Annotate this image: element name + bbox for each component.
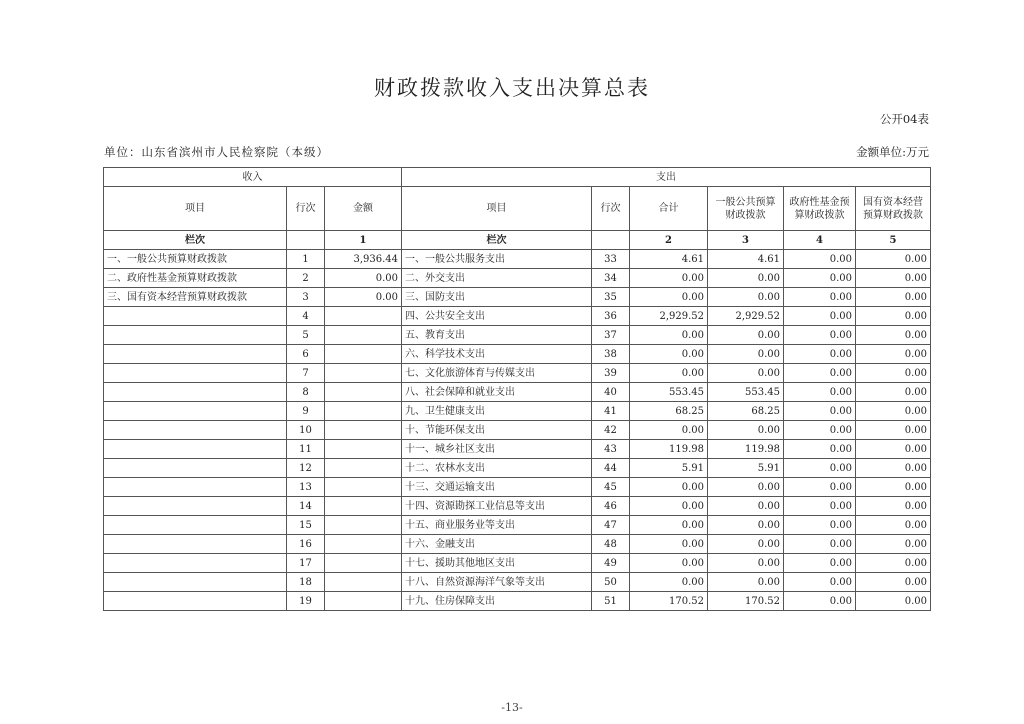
gov-fund-header: 政府性基金预算财政拨款 [784, 187, 856, 231]
income-amount: 0.00 [325, 288, 402, 307]
state-capital-amount: 0.00 [856, 573, 931, 592]
expense-row-number: 47 [592, 516, 630, 535]
general-budget-header: 一般公共预算财政拨款 [708, 187, 784, 231]
income-item: 三、国有资本经营预算财政拨款 [104, 288, 287, 307]
income-row-number: 19 [287, 592, 325, 611]
income-row-number: 13 [287, 478, 325, 497]
income-amount [325, 307, 402, 326]
table-row [104, 592, 931, 611]
gov-fund-amount: 0.00 [784, 592, 856, 611]
expense-row-number: 39 [592, 364, 630, 383]
expense-row-number: 44 [592, 459, 630, 478]
expense-item: 十、节能环保支出 [402, 421, 592, 440]
expense-row-number: 49 [592, 554, 630, 573]
gov-fund-amount: 0.00 [784, 364, 856, 383]
income-item [104, 402, 287, 421]
column-index-row [104, 231, 931, 250]
total-amount: 0.00 [630, 478, 708, 497]
income-amount [325, 516, 402, 535]
income-amount [325, 364, 402, 383]
general-budget-amount: 0.00 [708, 345, 784, 364]
income-amount [325, 497, 402, 516]
income-item [104, 364, 287, 383]
state-capital-amount: 0.00 [856, 554, 931, 573]
income-item [104, 573, 287, 592]
income-row-number: 18 [287, 573, 325, 592]
general-budget-amount: 0.00 [708, 288, 784, 307]
state-capital-amount: 0.00 [856, 421, 931, 440]
table-row [104, 288, 931, 307]
expense-row-number: 50 [592, 573, 630, 592]
income-amount [325, 440, 402, 459]
income-row-number: 15 [287, 516, 325, 535]
table-row [104, 364, 931, 383]
income-rowno-header: 行次 [287, 187, 325, 231]
income-section-header: 收入 [104, 168, 402, 187]
general-budget-amount: 0.00 [708, 478, 784, 497]
general-budget-amount: 170.52 [708, 592, 784, 611]
column-label: 栏次 [402, 231, 592, 250]
gov-fund-amount: 0.00 [784, 478, 856, 497]
header-row-sections [104, 168, 931, 187]
state-capital-amount: 0.00 [856, 402, 931, 421]
income-amount: 3,936.44 [325, 250, 402, 269]
total-amount: 170.52 [630, 592, 708, 611]
page-number: -13- [501, 701, 523, 714]
income-amount [325, 573, 402, 592]
income-item [104, 592, 287, 611]
income-item-header: 项目 [104, 187, 287, 231]
expense-item: 五、教育支出 [402, 326, 592, 345]
total-amount: 68.25 [630, 402, 708, 421]
reporting-unit: 单位：山东省滨州市人民检察院（本级） [104, 145, 329, 159]
state-capital-amount: 0.00 [856, 326, 931, 345]
total-amount: 2,929.52 [630, 307, 708, 326]
table-row [104, 478, 931, 497]
expense-item: 二、外交支出 [402, 269, 592, 288]
general-budget-amount: 0.00 [708, 573, 784, 592]
income-row-number: 17 [287, 554, 325, 573]
income-item [104, 516, 287, 535]
general-budget-amount: 119.98 [708, 440, 784, 459]
state-capital-amount: 0.00 [856, 364, 931, 383]
expense-item: 三、国防支出 [402, 288, 592, 307]
gov-fund-amount: 0.00 [784, 288, 856, 307]
column-index: 5 [856, 231, 931, 250]
financial-table [103, 167, 931, 611]
general-budget-amount: 68.25 [708, 402, 784, 421]
general-budget-amount: 0.00 [708, 554, 784, 573]
expense-item: 十六、金融支出 [402, 535, 592, 554]
income-item [104, 440, 287, 459]
table-row [104, 383, 931, 402]
column-index: 2 [630, 231, 708, 250]
expense-row-number: 37 [592, 326, 630, 345]
income-row-number: 5 [287, 326, 325, 345]
general-budget-amount: 553.45 [708, 383, 784, 402]
income-row-number: 14 [287, 497, 325, 516]
gov-fund-amount: 0.00 [784, 250, 856, 269]
state-capital-amount: 0.00 [856, 516, 931, 535]
expense-row-number: 51 [592, 592, 630, 611]
expense-rowno-header: 行次 [592, 187, 630, 231]
state-capital-amount: 0.00 [856, 269, 931, 288]
income-row-number: 8 [287, 383, 325, 402]
state-capital-amount: 0.00 [856, 459, 931, 478]
expense-row-number: 43 [592, 440, 630, 459]
total-amount: 0.00 [630, 345, 708, 364]
total-amount: 0.00 [630, 497, 708, 516]
table-row [104, 554, 931, 573]
expense-item: 一、一般公共服务支出 [402, 250, 592, 269]
income-amount [325, 478, 402, 497]
income-amount [325, 383, 402, 402]
general-budget-amount: 0.00 [708, 421, 784, 440]
general-budget-amount: 2,929.52 [708, 307, 784, 326]
column-index: 4 [784, 231, 856, 250]
income-row-number: 3 [287, 288, 325, 307]
table-row [104, 573, 931, 592]
expense-item: 十四、资源勘探工业信息等支出 [402, 497, 592, 516]
income-row-number: 10 [287, 421, 325, 440]
page-title: 财政拨款收入支出决算总表 [374, 76, 650, 100]
income-item: 一、一般公共预算财政拨款 [104, 250, 287, 269]
state-capital-amount: 0.00 [856, 288, 931, 307]
income-row-number: 16 [287, 535, 325, 554]
state-capital-amount: 0.00 [856, 478, 931, 497]
expense-item-header: 项目 [402, 187, 592, 231]
total-amount: 0.00 [630, 516, 708, 535]
income-row-number: 9 [287, 402, 325, 421]
expense-row-number: 33 [592, 250, 630, 269]
income-row-number: 6 [287, 345, 325, 364]
income-item [104, 497, 287, 516]
income-row-number: 7 [287, 364, 325, 383]
general-budget-amount: 4.61 [708, 250, 784, 269]
gov-fund-amount: 0.00 [784, 516, 856, 535]
form-number: 公开04表 [879, 112, 929, 126]
gov-fund-amount: 0.00 [784, 383, 856, 402]
total-amount: 0.00 [630, 364, 708, 383]
table-row [104, 345, 931, 364]
table-row [104, 307, 931, 326]
total-amount: 0.00 [630, 573, 708, 592]
state-capital-amount: 0.00 [856, 345, 931, 364]
income-amount [325, 554, 402, 573]
expense-item: 十八、自然资源海洋气象等支出 [402, 573, 592, 592]
gov-fund-amount: 0.00 [784, 497, 856, 516]
state-capital-amount: 0.00 [856, 497, 931, 516]
expense-item: 十二、农林水支出 [402, 459, 592, 478]
state-capital-amount: 0.00 [856, 535, 931, 554]
gov-fund-amount: 0.00 [784, 535, 856, 554]
income-amount [325, 535, 402, 554]
expense-row-number: 45 [592, 478, 630, 497]
expense-item: 八、社会保障和就业支出 [402, 383, 592, 402]
expense-row-number: 42 [592, 421, 630, 440]
expense-row-number: 34 [592, 269, 630, 288]
total-amount: 0.00 [630, 326, 708, 345]
expense-row-number: 41 [592, 402, 630, 421]
general-budget-amount: 0.00 [708, 364, 784, 383]
expense-section-header: 支出 [402, 168, 931, 187]
expense-item: 七、文化旅游体育与传媒支出 [402, 364, 592, 383]
income-row-number: 11 [287, 440, 325, 459]
expense-item: 四、公共安全支出 [402, 307, 592, 326]
expense-item: 十九、住房保障支出 [402, 592, 592, 611]
expense-item: 十七、援助其他地区支出 [402, 554, 592, 573]
total-amount: 4.61 [630, 250, 708, 269]
table-row [104, 402, 931, 421]
income-item [104, 554, 287, 573]
expense-item: 十三、交通运输支出 [402, 478, 592, 497]
income-row-number: 4 [287, 307, 325, 326]
income-item [104, 478, 287, 497]
income-amount: 0.00 [325, 269, 402, 288]
total-amount: 0.00 [630, 535, 708, 554]
gov-fund-amount: 0.00 [784, 326, 856, 345]
income-item [104, 459, 287, 478]
gov-fund-amount: 0.00 [784, 554, 856, 573]
expense-row-number: 48 [592, 535, 630, 554]
gov-fund-amount: 0.00 [784, 440, 856, 459]
state-capital-amount: 0.00 [856, 440, 931, 459]
table-row [104, 497, 931, 516]
gov-fund-amount: 0.00 [784, 402, 856, 421]
total-amount: 553.45 [630, 383, 708, 402]
income-amount [325, 402, 402, 421]
income-row-number: 1 [287, 250, 325, 269]
table-row [104, 326, 931, 345]
total-amount: 0.00 [630, 269, 708, 288]
state-capital-header: 国有资本经营预算财政拨款 [856, 187, 931, 231]
general-budget-amount: 0.00 [708, 269, 784, 288]
expense-row-number: 46 [592, 497, 630, 516]
expense-item: 十五、商业服务业等支出 [402, 516, 592, 535]
total-amount: 0.00 [630, 554, 708, 573]
income-amount [325, 421, 402, 440]
state-capital-amount: 0.00 [856, 307, 931, 326]
table-row [104, 440, 931, 459]
table-row [104, 269, 931, 288]
income-amount [325, 459, 402, 478]
total-amount: 119.98 [630, 440, 708, 459]
income-item [104, 345, 287, 364]
table-row [104, 421, 931, 440]
total-header: 合计 [630, 187, 708, 231]
gov-fund-amount: 0.00 [784, 421, 856, 440]
income-amount [325, 345, 402, 364]
total-amount: 5.91 [630, 459, 708, 478]
column-index: 1 [325, 231, 402, 250]
state-capital-amount: 0.00 [856, 383, 931, 402]
general-budget-amount: 0.00 [708, 535, 784, 554]
expense-row-number: 38 [592, 345, 630, 364]
gov-fund-amount: 0.00 [784, 307, 856, 326]
table-row [104, 535, 931, 554]
general-budget-amount: 0.00 [708, 326, 784, 345]
column-index: 3 [708, 231, 784, 250]
general-budget-amount: 0.00 [708, 497, 784, 516]
total-amount: 0.00 [630, 421, 708, 440]
income-amount-header: 金额 [325, 187, 402, 231]
expense-item: 十一、城乡社区支出 [402, 440, 592, 459]
income-amount [325, 592, 402, 611]
table-row [104, 459, 931, 478]
table-row [104, 250, 931, 269]
column-label: 栏次 [104, 231, 287, 250]
income-amount [325, 326, 402, 345]
expense-item: 六、科学技术支出 [402, 345, 592, 364]
gov-fund-amount: 0.00 [784, 459, 856, 478]
header-row-columns [104, 187, 931, 231]
state-capital-amount: 0.00 [856, 250, 931, 269]
gov-fund-amount: 0.00 [784, 573, 856, 592]
income-item [104, 535, 287, 554]
income-item [104, 421, 287, 440]
general-budget-amount: 5.91 [708, 459, 784, 478]
income-item [104, 326, 287, 345]
income-item [104, 307, 287, 326]
income-item: 二、政府性基金预算财政拨款 [104, 269, 287, 288]
income-row-number: 12 [287, 459, 325, 478]
gov-fund-amount: 0.00 [784, 269, 856, 288]
total-amount: 0.00 [630, 288, 708, 307]
expense-row-number: 36 [592, 307, 630, 326]
expense-row-number: 40 [592, 383, 630, 402]
expense-row-number: 35 [592, 288, 630, 307]
income-item [104, 383, 287, 402]
money-unit: 金额单位:万元 [856, 145, 929, 159]
state-capital-amount: 0.00 [856, 592, 931, 611]
table-row [104, 516, 931, 535]
gov-fund-amount: 0.00 [784, 345, 856, 364]
income-row-number: 2 [287, 269, 325, 288]
general-budget-amount: 0.00 [708, 516, 784, 535]
expense-item: 九、卫生健康支出 [402, 402, 592, 421]
